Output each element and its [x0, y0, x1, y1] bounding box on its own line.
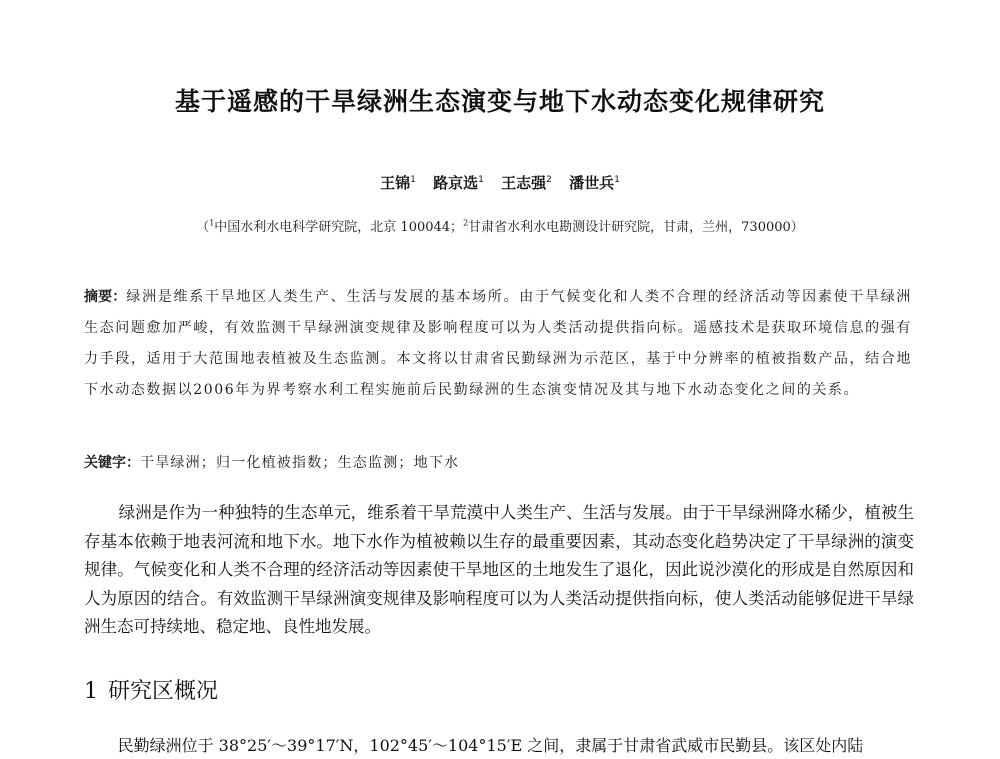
affiliation-2: 甘肃省水利水电勘测设计研究院，甘肃，兰州，730000） — [468, 220, 804, 235]
intro-paragraph: 绿洲是作为一种独特的生态单元，维系着干旱荒漠中人类生产、生活与发展。由于干旱绿洲降水稀少，植被生存基本依赖于地表河流和地下水。地下水作为植被赖以生存的最重要因素，其动态变化趋势决定了干旱绿洲的演变规律。气候变化和人类不合理的经济活动等因素使干旱地区的土地发生了退化，因此说沙漠化的形成是自然原因和人为原因的结合。有效监测干旱绿洲演变规律及影响程度可以为人类活动提供指向标，使人类活动能够促进干旱绿洲生态可持续地、稳定地、良性地发展。 — [84, 503, 914, 636]
author-name: 路京选 — [433, 174, 479, 192]
affiliation-mark-2: 2 — [463, 218, 469, 228]
keywords-text: 干旱绿洲；归一化植被指数；生态监测；地下水 — [140, 455, 460, 471]
author — [380, 174, 416, 192]
author-affil-mark: 1 — [614, 175, 620, 185]
author-affil-mark: 1 — [478, 175, 484, 185]
author-affil-mark: 1 — [410, 175, 416, 185]
author-affil-mark: 2 — [546, 175, 552, 185]
author-name: 王志强 — [501, 174, 547, 192]
section-title: 研究区概况 — [108, 679, 219, 704]
affiliation-1: 中国水利水电科学研究院，北京 100044； — [214, 220, 464, 235]
author — [569, 174, 620, 192]
author-name: 潘世兵 — [569, 174, 615, 192]
section-number: 1 — [84, 679, 98, 704]
affiliation-mark-1: 1 — [209, 218, 215, 228]
author-list — [0, 172, 1000, 193]
paper-title: 基于遥感的干旱绿洲生态演变与地下水动态变化规律研究 — [174, 87, 825, 116]
author — [501, 174, 552, 192]
affiliation-open-paren: （ — [196, 220, 210, 235]
section-paragraph: 民勤绿洲位于 38°25′～39°17′N，102°45′～104°15′E 之间，隶属于甘肃省武威市民勤县。该区处内陆 — [117, 736, 864, 755]
affiliation-line — [0, 216, 1000, 235]
keywords-label: 关键字： — [84, 455, 140, 471]
keywords — [84, 452, 912, 472]
author — [433, 174, 484, 192]
author-name: 王锦 — [380, 174, 411, 192]
section-heading — [84, 674, 218, 705]
abstract-label: 摘要： — [84, 289, 127, 305]
abstract — [84, 282, 912, 406]
abstract-text: 绿洲是维系干旱地区人类生产、生活与发展的基本场所。由于气候变化和人类不合理的经济活动等因素使干旱绿洲生态问题愈加严峻，有效监测干旱绿洲演变规律及影响程度可以为人类活动提供指向标。遥感技术是获取环境信息的强有力手段，适用于大范围地表植被及生态监测。本文将以甘肃省民勤绿洲为示范区，基于中分辨率的植被指数产品，结合地下水动态数据以2006年为界考察水利工程实施前后民勤绿洲的生态演变情况及其与地下水动态变化之间的关系。 — [84, 289, 913, 398]
